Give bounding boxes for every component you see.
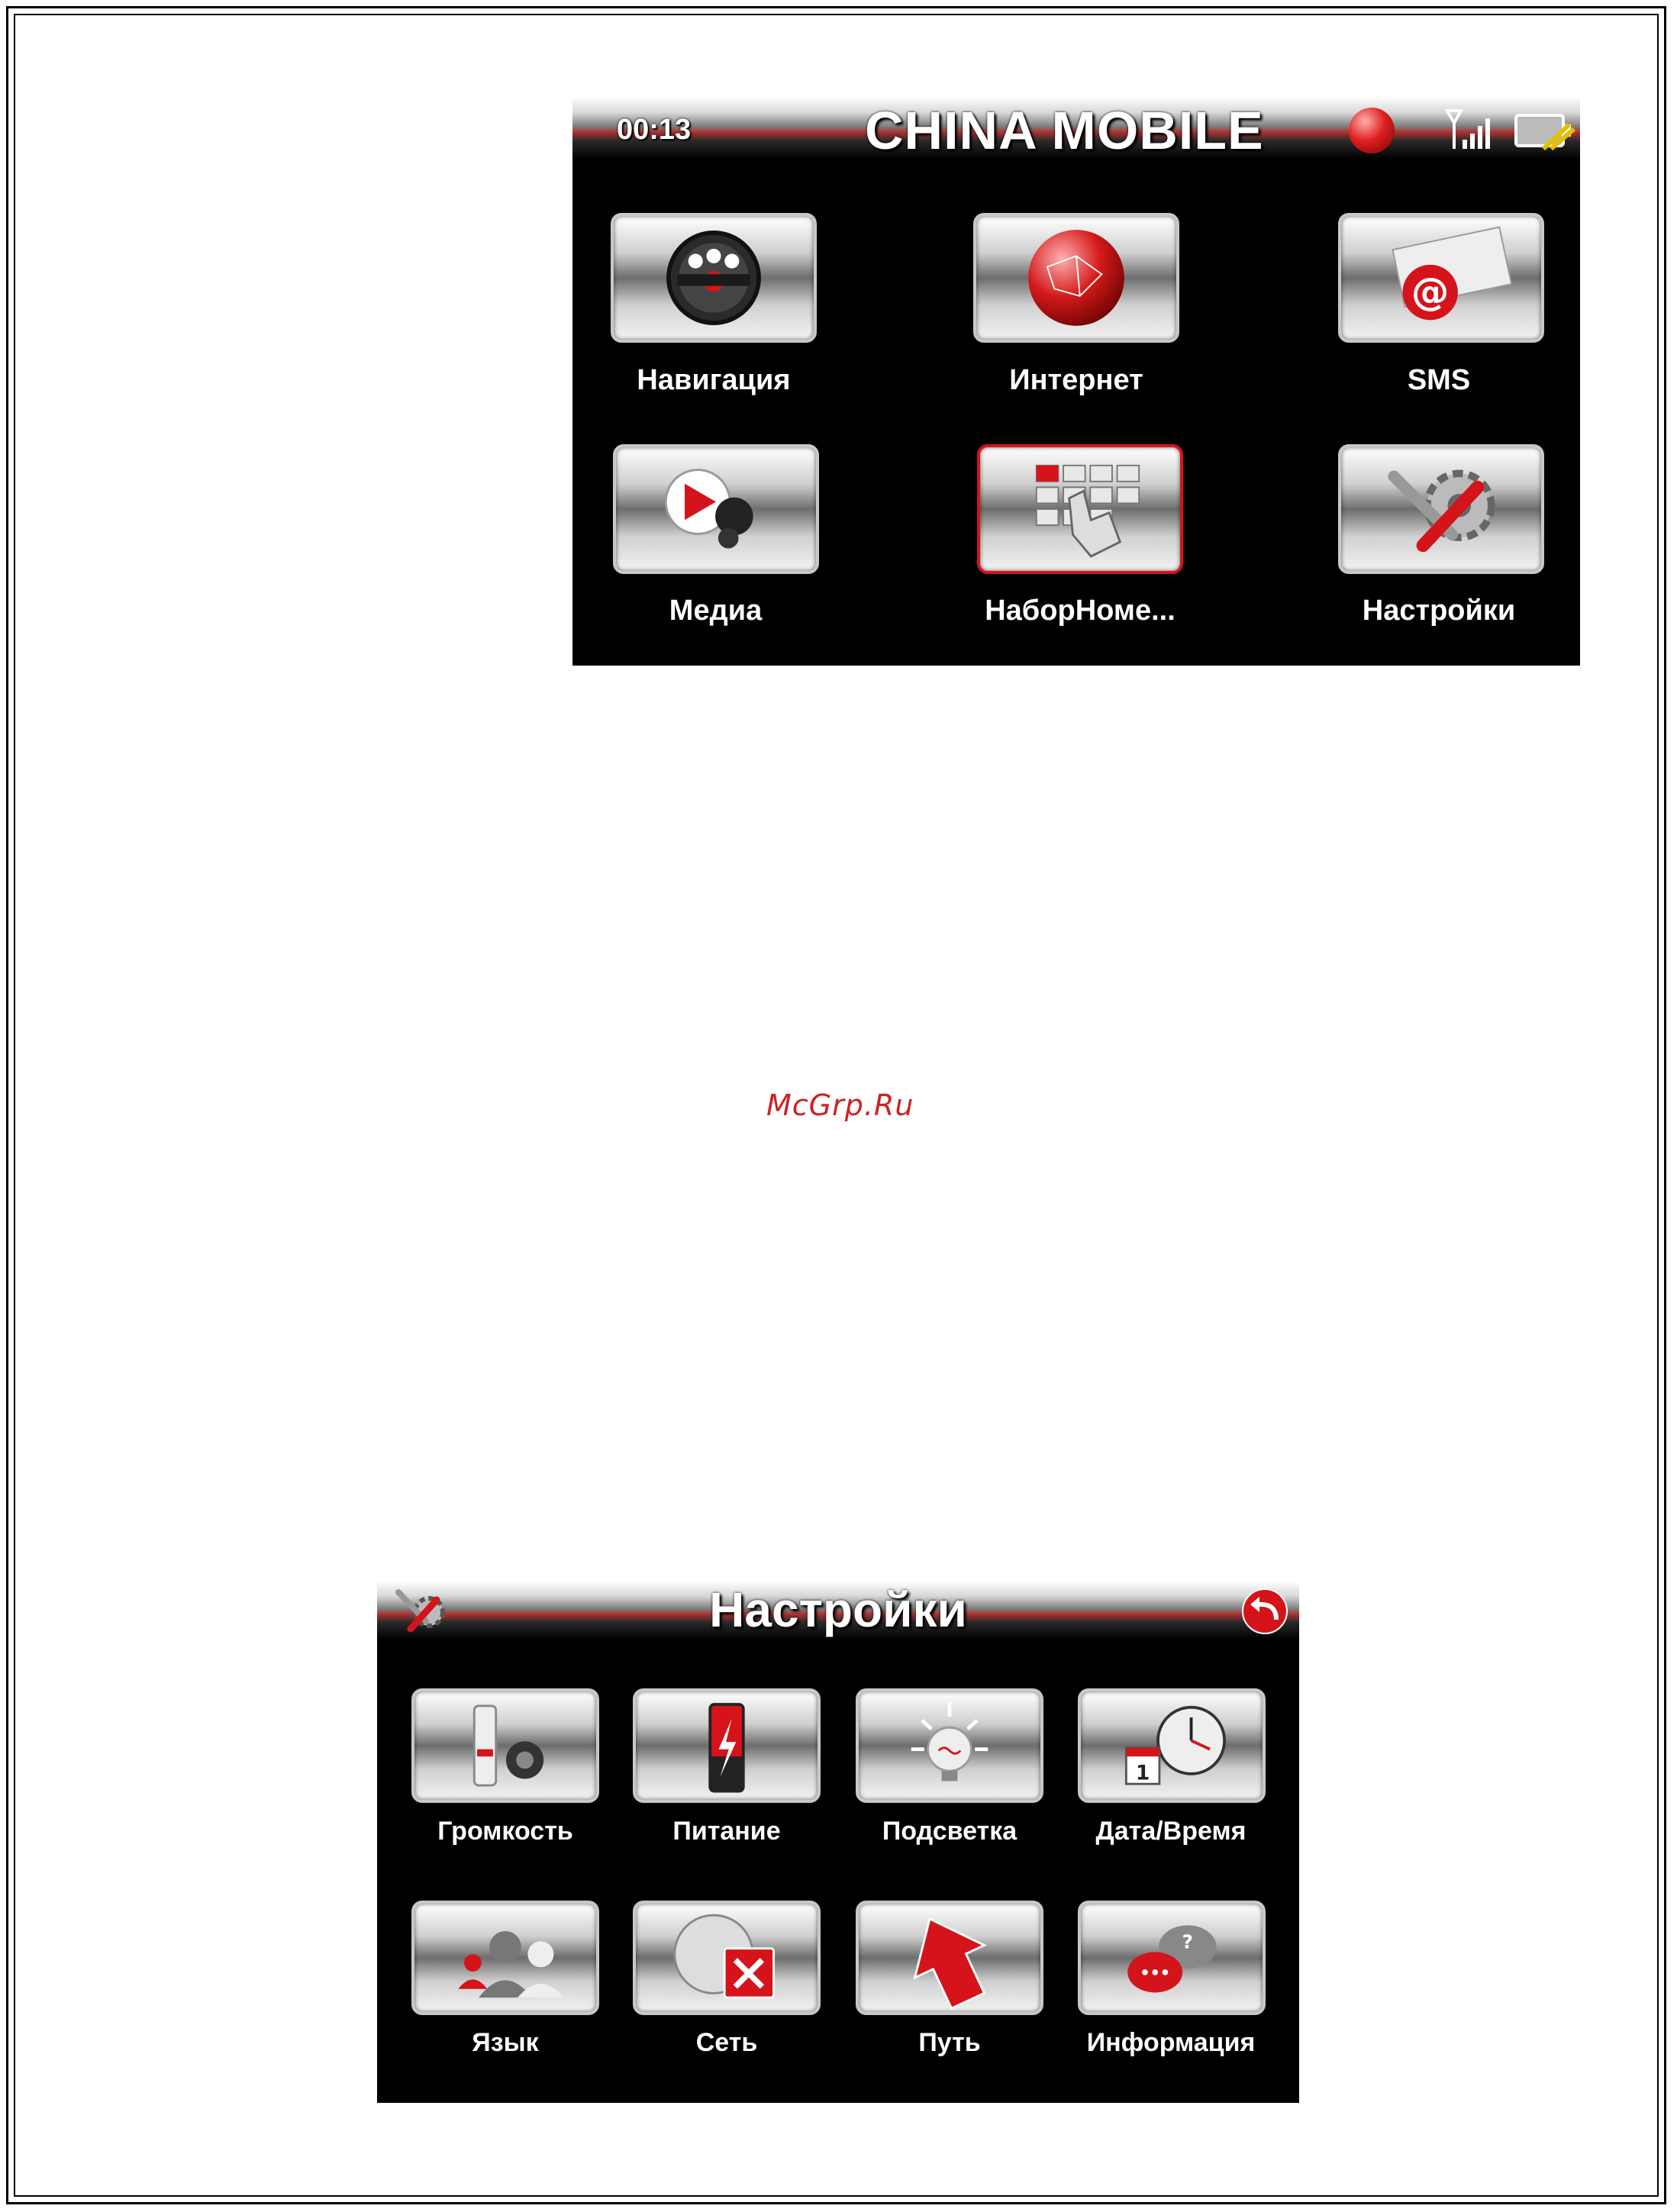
status-bar [572, 97, 1580, 160]
dial-number-label: НаборНоме... [985, 595, 1176, 627]
network-globe-icon [636, 1904, 818, 2012]
media-play-icon [616, 447, 816, 571]
network-label: Сеть [695, 2028, 758, 2057]
svg-text:?: ? [1182, 1930, 1193, 1953]
internet-label: Интернет [1009, 364, 1143, 396]
settings-title: Настройки [709, 1582, 967, 1637]
dial-number-button[interactable] [977, 444, 1183, 574]
media-button[interactable] [613, 444, 819, 574]
main-menu-screen [572, 97, 1580, 666]
clock: 00:13 [617, 114, 692, 146]
path-arrow-icon [859, 1904, 1040, 2012]
information-label: Информация [1086, 2028, 1256, 2057]
backlight-bulb-icon [859, 1691, 1040, 1800]
settings-button[interactable] [1338, 444, 1544, 574]
navigation-button[interactable] [611, 213, 817, 343]
watermark: McGrp.Ru [766, 1088, 914, 1122]
language-people-icon [414, 1904, 596, 2012]
steering-wheel-icon [614, 216, 814, 340]
information-button[interactable] [1078, 1901, 1266, 2015]
path-button[interactable] [856, 1901, 1043, 2015]
signal-icon [1443, 106, 1492, 152]
power-button[interactable] [633, 1688, 821, 1803]
carrier-name: CHINA MOBILE [865, 101, 1264, 160]
volume-label: Громкость [437, 1817, 573, 1846]
navigation-label: Навигация [637, 364, 791, 396]
sms-label: SMS [1407, 364, 1471, 396]
path-label: Путь [918, 2028, 981, 2057]
sms-button[interactable] [1338, 213, 1544, 343]
backlight-button[interactable] [856, 1688, 1043, 1803]
dial-keypad-icon [980, 447, 1180, 571]
globe-icon [976, 216, 1176, 340]
battery-power-icon [636, 1691, 818, 1800]
media-label: Медиа [669, 595, 763, 627]
date-time-label: Дата/Время [1095, 1817, 1246, 1846]
back-icon[interactable] [1240, 1588, 1290, 1635]
network-button[interactable] [633, 1901, 821, 2015]
calendar-clock-icon [1081, 1691, 1263, 1800]
settings-title-bar [377, 1582, 1299, 1640]
backlight-label: Подсветка [882, 1817, 1017, 1846]
language-label: Язык [472, 2028, 539, 2057]
svg-text:@: @ [1411, 269, 1450, 314]
date-time-button[interactable] [1078, 1688, 1266, 1803]
globe-icon[interactable] [1349, 108, 1395, 153]
info-chat-icon [1081, 1904, 1263, 2012]
battery-icon [1513, 105, 1575, 152]
volume-button[interactable] [411, 1688, 599, 1803]
svg-text:1: 1 [1135, 1761, 1150, 1785]
email-at-icon [1341, 216, 1541, 340]
power-label: Питание [672, 1817, 781, 1846]
tools-gear-icon [1341, 447, 1541, 571]
internet-button[interactable] [973, 213, 1179, 343]
language-button[interactable] [411, 1901, 599, 2015]
settings-label: Настройки [1362, 595, 1516, 627]
volume-icon [414, 1691, 596, 1800]
settings-screen [377, 1582, 1299, 2103]
